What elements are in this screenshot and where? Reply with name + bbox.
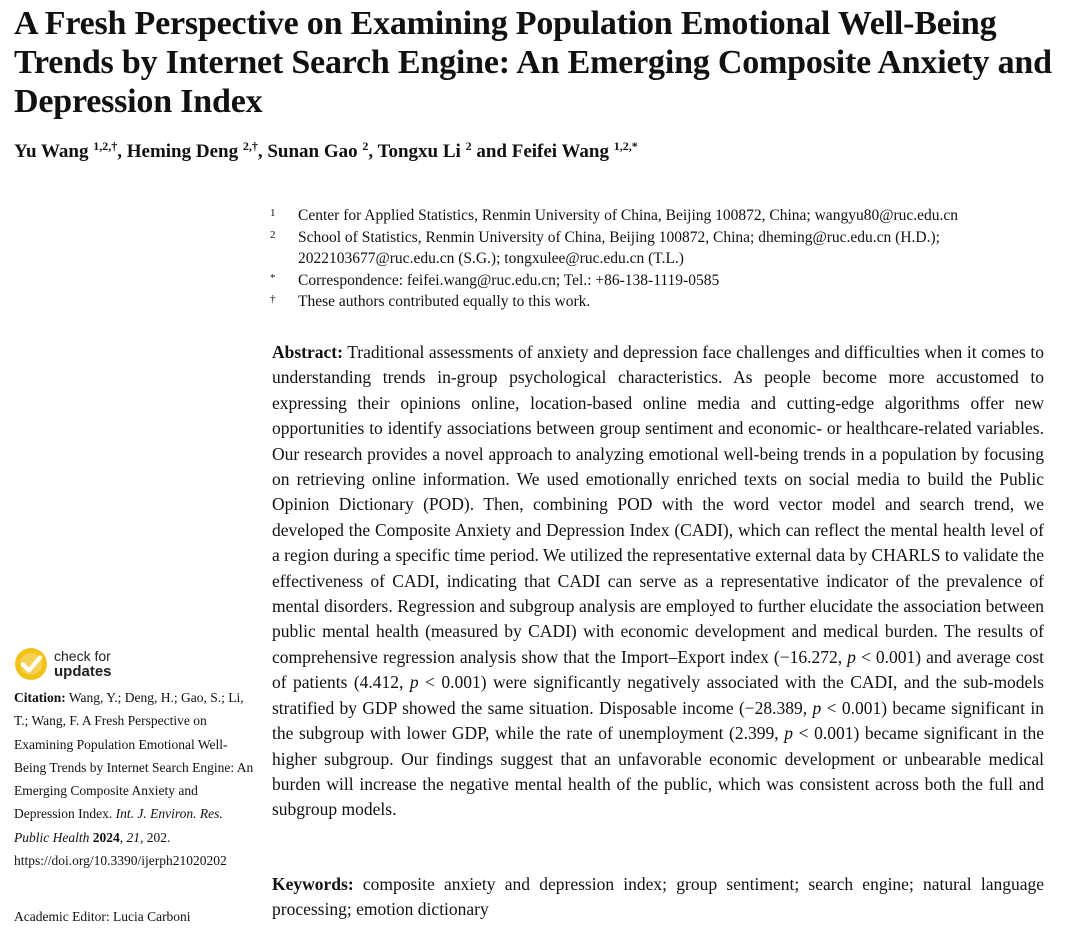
author: Feifei Wang $^{1,2,*}$ <box>511 139 638 162</box>
affiliation-text: These authors contributed equally to this work. <box>298 293 591 310</box>
citation-label: Citation: <box>14 690 66 705</box>
author: Yu Wang $^{1,2,\dagger}$, <box>14 139 127 162</box>
abstract-label: Abstract: <box>272 342 343 362</box>
check-for-updates-button[interactable] <box>14 647 112 681</box>
affiliations <box>270 205 1060 313</box>
keywords: Keywords: composite anxiety and depression index; group sentiment; search engine; natural language processing; emotion dictionary <box>272 874 1044 920</box>
abstract: Abstract: Traditional assessments of anxiety and depression face challenges and difficulties when it comes to understanding trends in-group psychological characteristics. As people become more accustomed to expressing their opinions online, location-based online media and cutting-edge algorithms offer new opportunities to identify associations between group sentiment and economic- or healthcare-related variables. Our research provides a novel approach to analyzing emotional well-being trends in a population by focusing on retrieving online information. We used emotionally enriched texts on social media to build the Public Opinion Dictionary (POD). Then, combining POD with the word vector model and search trend, we developed the Composite Anxiety and Depression Index (CADI), which can reflect the mental health level of a region during a specific time period. We utilized the representative external data by CHARLS to validate the effectiveness of CADI, indicating that CADI can serve as a representative indicator of the prevalence of mental disorders. Regression and subgroup analysis are employed to further elucidate the association between public mental health (measured by CADI) with economic development and medical burden. The results of comprehensive regression analysis show that the Import–Export index (−16.272, p < 0.001) and average cost of patients (4.412, p < 0.001) were significantly negatively associated with the CADI, and the sub-models stratified by GDP showed the same situation. Disposable income (−28.389, p < 0.001) became significant in the subgroup with lower GDP, while the rate of unemployment (2.399, p < 0.001) became significant in the higher subgroup. Our findings suggest that an unfavorable economic development or unbearable medical burden will increase the negative mental health of the public, which was consistent across both the full and subgroup models. <box>272 342 1044 820</box>
affiliation-item <box>270 227 1060 270</box>
author: Tongxu Li $^2$ and <box>377 139 512 162</box>
affiliation-mark: 2 <box>270 228 276 241</box>
check-line2: updates <box>54 663 112 680</box>
affiliation-item <box>270 205 1060 227</box>
paper-title: A Fresh Perspective on Examining Population Emotional Well-Being Trends by Internet Search Engine: An Emerging Composite Anxiety and Depression Index <box>14 5 1052 120</box>
affiliation-mark: † <box>270 293 276 305</box>
author-list <box>14 139 638 163</box>
check-line1: check for <box>54 648 111 664</box>
author: Heming Deng $^{2,\dagger}$, <box>126 139 268 162</box>
affiliation-mark: 1 <box>270 207 276 219</box>
keywords-label: Keywords: <box>272 874 354 894</box>
affiliation-item <box>270 291 1060 313</box>
affiliation-text: Correspondence: feifei.wang@ruc.edu.cn; Tel.: +86-138-1119-0585 <box>298 271 720 289</box>
affiliation-text: School of Statistics, Renmin University of China, Beijing 100872, China; dheming@ruc.edu.cn (H.D.); 2022103677@ruc.edu.cn (S.G.); tongxulee@ruc.edu.cn (T.L.) <box>298 228 940 267</box>
author: Sunan Gao $^2$, <box>267 139 378 162</box>
affiliation-item <box>270 270 1060 292</box>
citation-doi-link[interactable]: , 202. https://doi.org/10.3390/ijerph21020202 <box>14 829 227 869</box>
affiliation-text: Center for Applied Statistics, Renmin University of China, Beijing 100872, China; wangyu80@ruc.edu.cn <box>298 207 959 224</box>
check-badge-icon <box>14 647 48 681</box>
academic-editor: Academic Editor: Lucia Carboni <box>14 909 191 924</box>
affiliation-mark: * <box>270 271 276 284</box>
citation: Citation: Wang, Y.; Deng, H.; Gao, S.; Li, T.; Wang, F. A Fresh Perspective on Examining Population Emotional Well-Being Trends by Internet Search Engine: An Emerging Composite Anxiety and Depression Index. Int. J. Environ. Res. Public Health 2024, 21, 202. https://doi.org/10.3390/ijerph21020202 <box>14 690 254 869</box>
